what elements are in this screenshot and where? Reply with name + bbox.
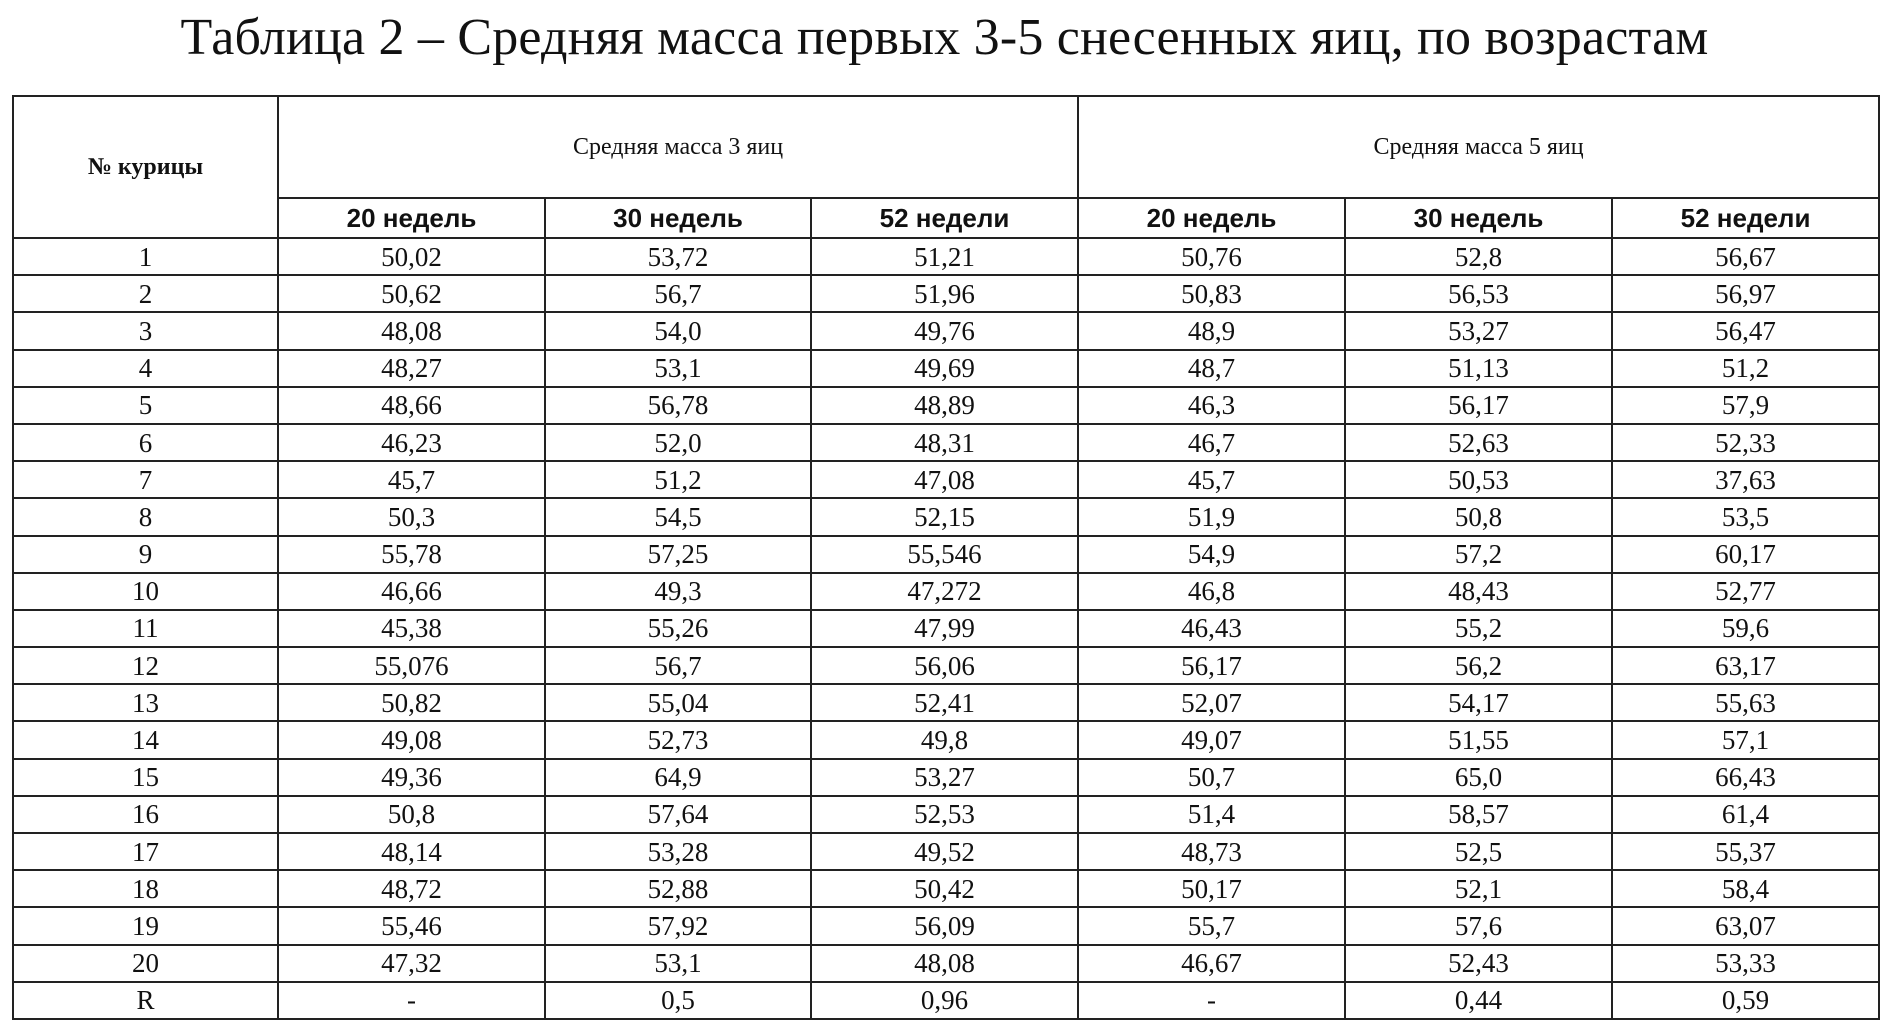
table-row xyxy=(13,312,1879,349)
age-header: 52 недели xyxy=(811,198,1078,238)
mass-value-cell: 51,13 xyxy=(1345,350,1612,387)
mass-value-cell: 46,3 xyxy=(1078,387,1345,424)
table-row xyxy=(13,833,1879,870)
mass-value-cell: 55,46 xyxy=(278,907,545,944)
mass-value-cell: 50,42 xyxy=(811,870,1078,907)
mass-value-cell: 56,53 xyxy=(1345,275,1612,312)
mass-value-cell: 47,32 xyxy=(278,945,545,982)
mass-value-cell: 56,7 xyxy=(545,647,811,684)
mass-value-cell: 48,31 xyxy=(811,424,1078,461)
hen-number-cell: 2 xyxy=(13,275,278,312)
mass-value-cell: 53,72 xyxy=(545,238,811,275)
mass-value-cell: 46,43 xyxy=(1078,610,1345,647)
hen-number-cell: 12 xyxy=(13,647,278,684)
mass-value-cell: 56,09 xyxy=(811,907,1078,944)
mass-value-cell: 45,38 xyxy=(278,610,545,647)
mass-value-cell: 53,5 xyxy=(1612,498,1879,535)
mass-value-cell: 51,21 xyxy=(811,238,1078,275)
mass-value-cell: 45,7 xyxy=(1078,461,1345,498)
mass-value-cell: 49,8 xyxy=(811,721,1078,758)
hen-number-cell: 18 xyxy=(13,870,278,907)
mass-value-cell: 53,27 xyxy=(811,759,1078,796)
mass-value-cell: 47,08 xyxy=(811,461,1078,498)
mass-value-cell: 55,2 xyxy=(1345,610,1612,647)
mass-value-cell: - xyxy=(1078,982,1345,1019)
mass-value-cell: 46,23 xyxy=(278,424,545,461)
mass-value-cell: 52,0 xyxy=(545,424,811,461)
mass-value-cell: 48,73 xyxy=(1078,833,1345,870)
table-row xyxy=(13,982,1879,1019)
mass-value-cell: 50,53 xyxy=(1345,461,1612,498)
mass-value-cell: 55,546 xyxy=(811,536,1078,573)
hen-number-cell: 20 xyxy=(13,945,278,982)
mass-value-cell: 55,78 xyxy=(278,536,545,573)
mass-value-cell: 54,0 xyxy=(545,312,811,349)
mass-value-cell: 49,36 xyxy=(278,759,545,796)
table-row xyxy=(13,759,1879,796)
mass-value-cell: 51,9 xyxy=(1078,498,1345,535)
mass-value-cell: 48,14 xyxy=(278,833,545,870)
egg-mass-table xyxy=(12,95,1880,1020)
mass-value-cell: 53,27 xyxy=(1345,312,1612,349)
mass-value-cell: 50,83 xyxy=(1078,275,1345,312)
mass-value-cell: 56,17 xyxy=(1345,387,1612,424)
mass-value-cell: 45,7 xyxy=(278,461,545,498)
mass-value-cell: 47,99 xyxy=(811,610,1078,647)
table-row xyxy=(13,796,1879,833)
mass-value-cell: - xyxy=(278,982,545,1019)
mass-value-cell: 37,63 xyxy=(1612,461,1879,498)
mass-value-cell: 57,1 xyxy=(1612,721,1879,758)
mass-value-cell: 50,8 xyxy=(278,796,545,833)
mass-value-cell: 52,33 xyxy=(1612,424,1879,461)
table-row xyxy=(13,275,1879,312)
mass-value-cell: 52,15 xyxy=(811,498,1078,535)
mass-value-cell: 50,82 xyxy=(278,684,545,721)
mass-value-cell: 50,7 xyxy=(1078,759,1345,796)
mass-value-cell: 52,07 xyxy=(1078,684,1345,721)
table-row xyxy=(13,573,1879,610)
mass-value-cell: 51,4 xyxy=(1078,796,1345,833)
mass-value-cell: 58,57 xyxy=(1345,796,1612,833)
age-header: 20 недель xyxy=(1078,198,1345,238)
mass-value-cell: 47,272 xyxy=(811,573,1078,610)
table-row xyxy=(13,238,1879,275)
mass-value-cell: 0,5 xyxy=(545,982,811,1019)
mass-value-cell: 50,3 xyxy=(278,498,545,535)
mass-value-cell: 48,08 xyxy=(278,312,545,349)
age-header: 20 недель xyxy=(278,198,545,238)
mass-value-cell: 53,28 xyxy=(545,833,811,870)
hen-number-cell: 9 xyxy=(13,536,278,573)
mass-value-cell: 53,1 xyxy=(545,350,811,387)
mass-value-cell: 48,72 xyxy=(278,870,545,907)
mass-value-cell: 51,2 xyxy=(545,461,811,498)
hen-number-cell: 10 xyxy=(13,573,278,610)
header-row-groups xyxy=(13,96,1879,198)
age-header: 30 недель xyxy=(1345,198,1612,238)
mass-value-cell: 52,63 xyxy=(1345,424,1612,461)
mass-value-cell: 64,9 xyxy=(545,759,811,796)
mass-value-cell: 51,55 xyxy=(1345,721,1612,758)
mass-value-cell: 61,4 xyxy=(1612,796,1879,833)
table-title: Таблица 2 – Средняя масса первых 3-5 снесенных яиц, по возрастам xyxy=(180,9,1709,66)
hen-number-cell: 15 xyxy=(13,759,278,796)
mass-value-cell: 49,08 xyxy=(278,721,545,758)
mass-value-cell: 49,69 xyxy=(811,350,1078,387)
mass-value-cell: 59,6 xyxy=(1612,610,1879,647)
mass-value-cell: 51,2 xyxy=(1612,350,1879,387)
mass-value-cell: 46,66 xyxy=(278,573,545,610)
hen-number-cell: 16 xyxy=(13,796,278,833)
table-row xyxy=(13,350,1879,387)
mass-value-cell: 55,26 xyxy=(545,610,811,647)
mass-value-cell: 57,6 xyxy=(1345,907,1612,944)
mass-value-cell: 46,8 xyxy=(1078,573,1345,610)
mass-value-cell: 63,07 xyxy=(1612,907,1879,944)
hen-number-cell: 1 xyxy=(13,238,278,275)
mass-value-cell: 56,2 xyxy=(1345,647,1612,684)
hen-number-cell: 13 xyxy=(13,684,278,721)
hen-number-cell: 19 xyxy=(13,907,278,944)
mass-value-cell: 48,89 xyxy=(811,387,1078,424)
mass-value-cell: 56,78 xyxy=(545,387,811,424)
mass-value-cell: 48,08 xyxy=(811,945,1078,982)
mass-value-cell: 57,2 xyxy=(1345,536,1612,573)
hen-number-cell: R xyxy=(13,982,278,1019)
mass-value-cell: 48,9 xyxy=(1078,312,1345,349)
mass-value-cell: 48,66 xyxy=(278,387,545,424)
hen-number-cell: 17 xyxy=(13,833,278,870)
mass-value-cell: 52,8 xyxy=(1345,238,1612,275)
mass-value-cell: 58,4 xyxy=(1612,870,1879,907)
table-row xyxy=(13,684,1879,721)
mass-value-cell: 52,77 xyxy=(1612,573,1879,610)
mass-value-cell: 0,59 xyxy=(1612,982,1879,1019)
hen-number-cell: 4 xyxy=(13,350,278,387)
mass-value-cell: 53,33 xyxy=(1612,945,1879,982)
header-row-ages xyxy=(13,198,1879,238)
mass-value-cell: 52,41 xyxy=(811,684,1078,721)
mass-value-cell: 52,5 xyxy=(1345,833,1612,870)
mass-value-cell: 65,0 xyxy=(1345,759,1612,796)
table-row xyxy=(13,870,1879,907)
mass-value-cell: 57,9 xyxy=(1612,387,1879,424)
mass-value-cell: 50,62 xyxy=(278,275,545,312)
hen-number-header: № курицы xyxy=(13,96,278,238)
mass-value-cell: 56,67 xyxy=(1612,238,1879,275)
hen-number-cell: 7 xyxy=(13,461,278,498)
age-header: 30 недель xyxy=(545,198,811,238)
mass-value-cell: 50,17 xyxy=(1078,870,1345,907)
mass-value-cell: 49,52 xyxy=(811,833,1078,870)
mass-value-cell: 56,97 xyxy=(1612,275,1879,312)
mass-value-cell: 56,7 xyxy=(545,275,811,312)
mass-value-cell: 0,96 xyxy=(811,982,1078,1019)
mass-value-cell: 57,64 xyxy=(545,796,811,833)
table-row xyxy=(13,907,1879,944)
mass-value-cell: 55,04 xyxy=(545,684,811,721)
table-row xyxy=(13,461,1879,498)
table-row xyxy=(13,721,1879,758)
mass-value-cell: 55,7 xyxy=(1078,907,1345,944)
mass-value-cell: 48,7 xyxy=(1078,350,1345,387)
mass-value-cell: 52,53 xyxy=(811,796,1078,833)
mass-value-cell: 52,1 xyxy=(1345,870,1612,907)
mass-value-cell: 52,73 xyxy=(545,721,811,758)
table-row xyxy=(13,945,1879,982)
hen-number-cell: 14 xyxy=(13,721,278,758)
mass-value-cell: 52,88 xyxy=(545,870,811,907)
mass-value-cell: 66,43 xyxy=(1612,759,1879,796)
age-header: 52 недели xyxy=(1612,198,1879,238)
group-header-3-eggs: Средняя масса 3 яиц xyxy=(278,96,1078,198)
mass-value-cell: 50,76 xyxy=(1078,238,1345,275)
mass-value-cell: 54,9 xyxy=(1078,536,1345,573)
mass-value-cell: 51,96 xyxy=(811,275,1078,312)
table-row xyxy=(13,498,1879,535)
table-body xyxy=(13,238,1879,1019)
mass-value-cell: 53,1 xyxy=(545,945,811,982)
mass-value-cell: 56,47 xyxy=(1612,312,1879,349)
table-row xyxy=(13,387,1879,424)
hen-number-cell: 3 xyxy=(13,312,278,349)
mass-value-cell: 57,25 xyxy=(545,536,811,573)
mass-value-cell: 63,17 xyxy=(1612,647,1879,684)
group-header-5-eggs: Средняя масса 5 яиц xyxy=(1078,96,1879,198)
mass-value-cell: 49,07 xyxy=(1078,721,1345,758)
mass-value-cell: 48,27 xyxy=(278,350,545,387)
mass-value-cell: 46,67 xyxy=(1078,945,1345,982)
mass-value-cell: 54,17 xyxy=(1345,684,1612,721)
mass-value-cell: 56,17 xyxy=(1078,647,1345,684)
mass-value-cell: 50,02 xyxy=(278,238,545,275)
table-row xyxy=(13,610,1879,647)
mass-value-cell: 46,7 xyxy=(1078,424,1345,461)
mass-value-cell: 49,76 xyxy=(811,312,1078,349)
table-row xyxy=(13,647,1879,684)
hen-number-cell: 11 xyxy=(13,610,278,647)
hen-number-cell: 6 xyxy=(13,424,278,461)
mass-value-cell: 50,8 xyxy=(1345,498,1612,535)
mass-value-cell: 55,37 xyxy=(1612,833,1879,870)
mass-value-cell: 48,43 xyxy=(1345,573,1612,610)
table-row xyxy=(13,424,1879,461)
mass-value-cell: 54,5 xyxy=(545,498,811,535)
mass-value-cell: 52,43 xyxy=(1345,945,1612,982)
hen-number-cell: 5 xyxy=(13,387,278,424)
mass-value-cell: 55,076 xyxy=(278,647,545,684)
mass-value-cell: 60,17 xyxy=(1612,536,1879,573)
mass-value-cell: 55,63 xyxy=(1612,684,1879,721)
hen-number-cell: 8 xyxy=(13,498,278,535)
mass-value-cell: 49,3 xyxy=(545,573,811,610)
table-row xyxy=(13,536,1879,573)
mass-value-cell: 0,44 xyxy=(1345,982,1612,1019)
mass-value-cell: 56,06 xyxy=(811,647,1078,684)
mass-value-cell: 57,92 xyxy=(545,907,811,944)
